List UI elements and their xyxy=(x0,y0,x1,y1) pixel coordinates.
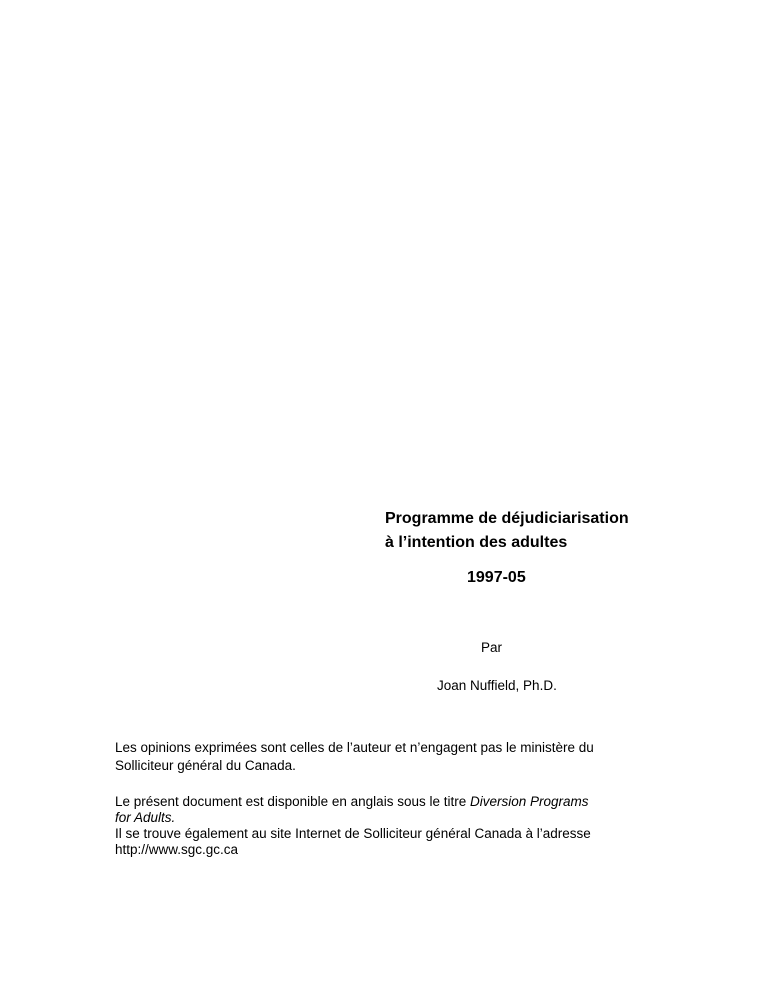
english-title-part-1: Diversion Programs xyxy=(469,794,589,809)
report-number: 1997-05 xyxy=(467,569,526,586)
disclaimer-line-2: Solliciteur général du Canada. xyxy=(115,758,296,773)
availability-notice xyxy=(115,794,675,858)
title-line-2: à l’intention des adultes xyxy=(385,534,568,551)
disclaimer-line-1: Les opinions exprimées sont celles de l’auteur et n’engagent pas le ministère du xyxy=(115,740,594,755)
author-name: Joan Nuffield, Ph.D. xyxy=(437,678,557,693)
title-line-1: Programme de déjudiciarisation xyxy=(385,510,629,527)
availability-line-1 xyxy=(115,794,675,810)
byline-label: Par xyxy=(481,640,503,655)
document-title xyxy=(385,507,715,555)
availability-intro: Le présent document est disponible en anglais sous le titre xyxy=(115,794,470,809)
disclaimer-text xyxy=(115,739,675,775)
website-url: http://www.sgc.gc.ca xyxy=(115,842,239,857)
internet-notice: Il se trouve également au site Internet de Solliciteur général Canada à l’adresse xyxy=(115,826,591,841)
english-title-part-2: for Adults. xyxy=(115,810,176,825)
